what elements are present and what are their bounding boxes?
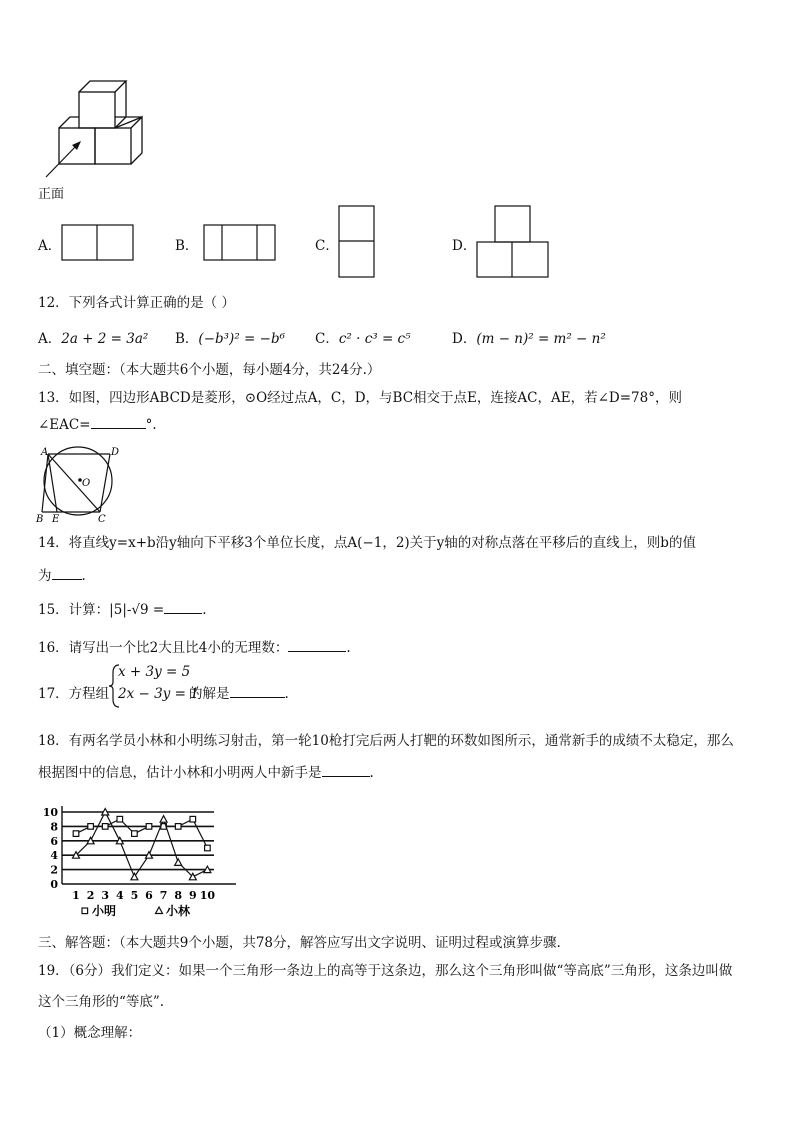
q19-sub1: （1）概念理解： — [38, 1025, 142, 1041]
x-tick-label: 8 — [174, 889, 183, 902]
label-b: B — [36, 514, 44, 524]
q14-answer-blank[interactable] — [52, 567, 82, 580]
x-tick-label: 9 — [188, 889, 197, 902]
q13-line2: ∠EAC= °. — [38, 417, 157, 433]
q17-answer-blank[interactable] — [230, 685, 285, 698]
q15-answer-blank[interactable] — [164, 601, 202, 614]
q17-pre: 17．方程组 — [38, 686, 110, 702]
label-c: C — [98, 514, 106, 524]
point-square — [146, 824, 152, 830]
q19-line2: 这个三角形的“等底”. — [38, 994, 165, 1010]
q17-eq2: 2x − 3y = 1 — [118, 686, 199, 702]
option-d-figure — [476, 205, 550, 279]
label-d: D — [111, 447, 120, 458]
legend-square-marker — [82, 908, 88, 914]
point-square — [88, 824, 94, 830]
q12-stem: 12．下列各式计算正确的是（ ） — [38, 295, 235, 311]
y-tick-label: 8 — [50, 820, 58, 834]
q16-answer-blank[interactable] — [288, 639, 346, 652]
x-tick-label: 2 — [86, 889, 95, 902]
q19-line1: 19．（6分）我们定义：如果一个三角形一条边上的高等于这条边，那么这个三角形叫做“等高底”三角形，这条边叫做 — [38, 963, 733, 979]
x-tick-label: 5 — [130, 889, 139, 902]
q15-line: 15．计算：|5|-√9 = . — [38, 602, 207, 618]
q14-line2: 为 . — [38, 568, 86, 584]
q13-line1: 13．如图，四边形ABCD是菱形，⊙O经过点A，C，D，与BC相交于点E，连接AC，AE，若∠D=78°，则 — [38, 390, 682, 406]
q13-answer-blank[interactable] — [91, 416, 146, 429]
point-square — [73, 831, 79, 837]
y-tick-label: 6 — [50, 834, 58, 848]
q12-option-c: C．c² · c³ = c⁵ — [315, 331, 411, 347]
series-line-1 — [76, 819, 207, 848]
x-tick-label: 10 — [199, 889, 216, 902]
q14-line1: 14．将直线y=x+b沿y轴向下平移3个单位长度，点A(−1，2)关于y轴的对称点落在平移后的直线上，则b的值 — [38, 535, 696, 551]
label-e: E — [52, 514, 60, 524]
shooting-line-chart — [36, 796, 246, 924]
option-c-letter: C． — [315, 238, 339, 254]
y-tick-label: 0 — [50, 878, 58, 891]
point-square — [190, 816, 196, 822]
option-b-letter: B． — [175, 238, 199, 254]
q17-eq1: x + 3y = 5 — [118, 664, 191, 680]
q18-answer-blank[interactable] — [322, 764, 370, 777]
q12-option-d: D．(m − n)² = m² − n² — [452, 331, 606, 347]
point-square — [132, 831, 138, 837]
y-tick-label: 4 — [50, 849, 58, 863]
legend-triangle-marker — [156, 907, 163, 914]
legend-label-2: 小林 — [166, 904, 191, 918]
x-tick-label: 7 — [159, 889, 168, 902]
front-label: 正面 — [38, 187, 65, 202]
x-tick-label: 1 — [72, 889, 80, 902]
legend-label-1: 小明 — [92, 904, 117, 918]
section-2-heading: 二、填空题：（本大题共6个小题，每小题4分，共24分.） — [38, 362, 381, 378]
point-triangle — [175, 859, 182, 866]
section-3-heading: 三、解答题：（本大题共9个小题，共78分，解答应写出文字说明、证明过程或演算步骤. — [38, 935, 561, 951]
point-triangle — [160, 816, 167, 823]
y-tick-label: 2 — [50, 863, 58, 877]
x-tick-label: 6 — [145, 889, 153, 902]
q17-post: 的解是 . — [189, 686, 289, 702]
q18-line2: 根据图中的信息，估计小林和小明两人中新手是 . — [38, 765, 374, 781]
q12-option-b: B．(−b³)² = −b⁶ — [175, 331, 285, 347]
point-triangle — [131, 873, 138, 880]
q18-line1: 18．有两名学员小林和小明练习射击，第一轮10枪打完后两人打靶的环数如图所示，通常新手的成绩不太稳定，那么 — [38, 733, 734, 749]
label-o: O — [82, 478, 91, 489]
option-a-figure — [61, 224, 135, 262]
option-a-letter: A． — [38, 238, 62, 254]
point-square — [102, 824, 108, 830]
q12-option-a: A．2a + 2 = 3a² — [38, 331, 149, 347]
q16-line: 16．请写出一个比2大且比4小的无理数： . — [38, 640, 351, 656]
option-d-letter: D． — [452, 238, 477, 254]
rhombus-circle-figure — [34, 444, 126, 524]
point-square — [205, 845, 211, 851]
point-square — [175, 824, 181, 830]
x-tick-label: 3 — [101, 889, 110, 902]
point-square — [117, 816, 123, 822]
option-c-figure — [338, 205, 376, 279]
y-tick-label: 10 — [42, 806, 58, 819]
label-a: A — [41, 447, 49, 458]
option-b-figure — [203, 224, 277, 262]
x-tick-label: 4 — [115, 889, 124, 902]
